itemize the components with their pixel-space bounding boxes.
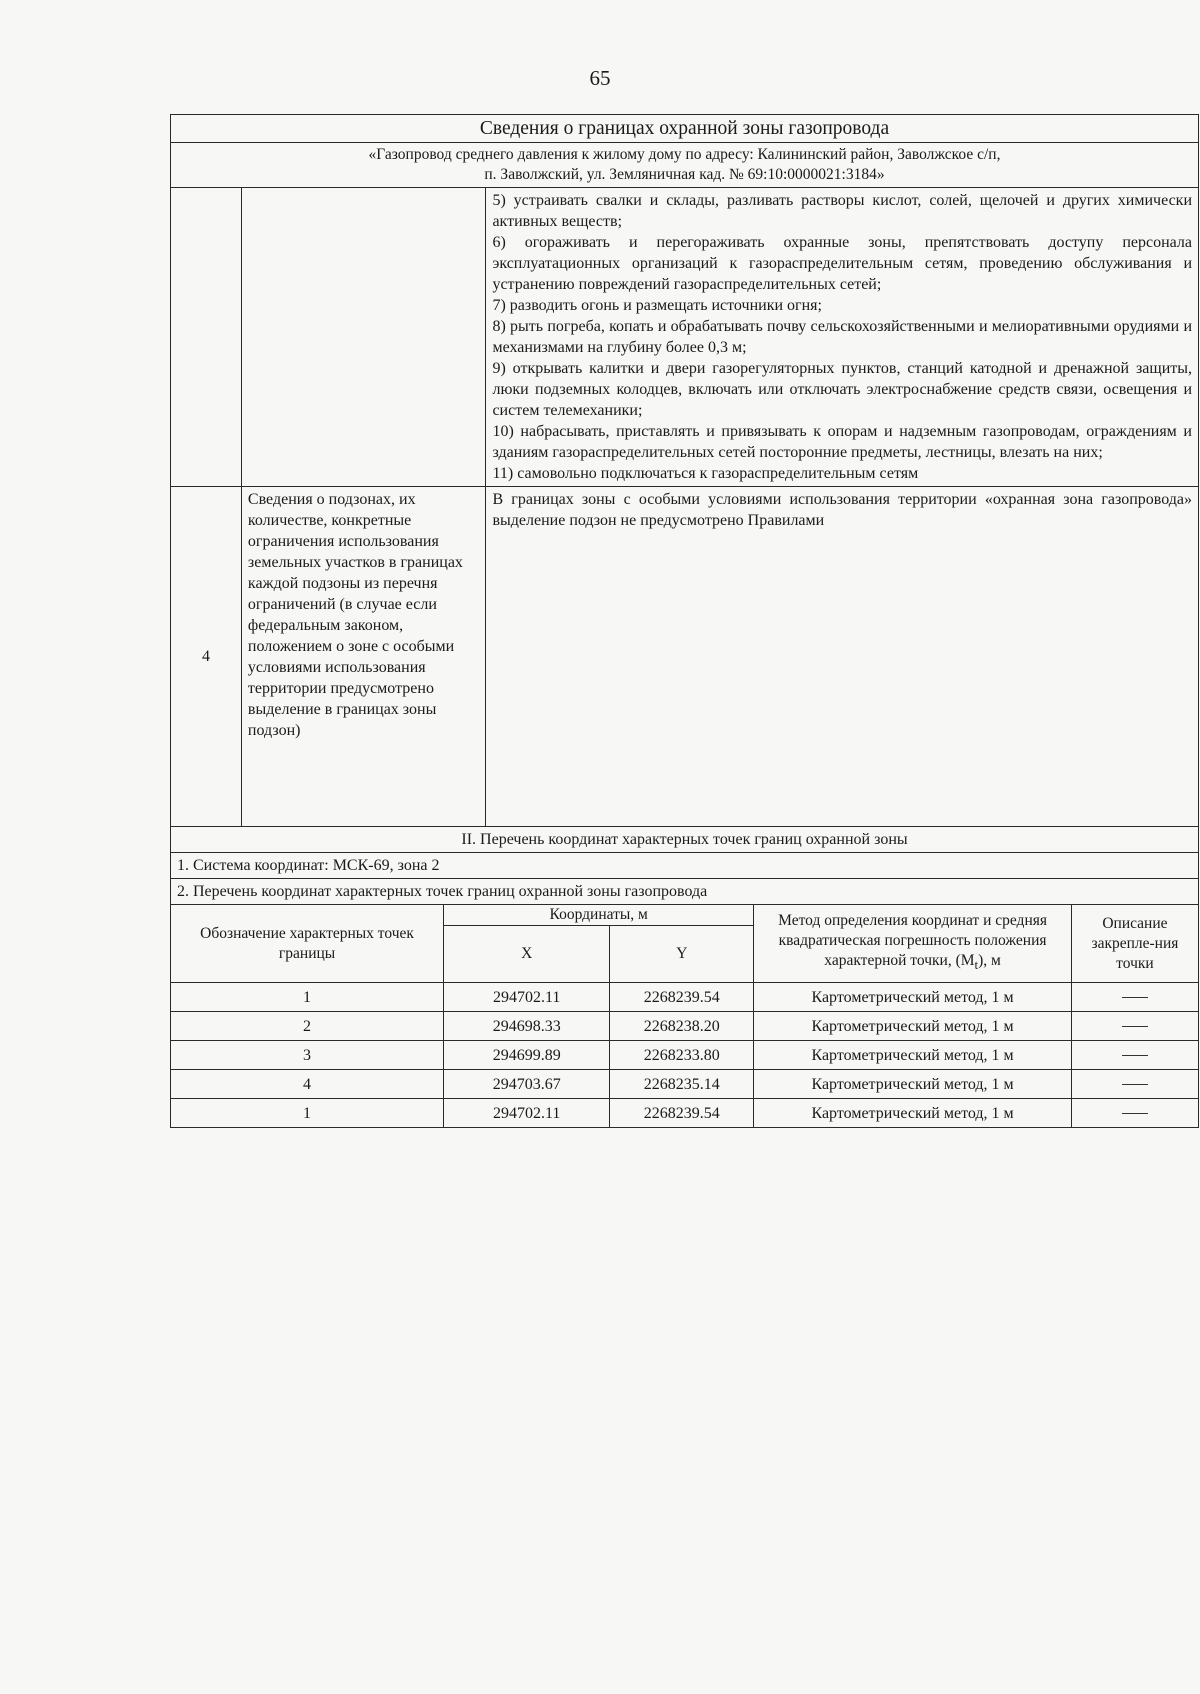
method: Картометрический метод, 1 м — [754, 1041, 1072, 1070]
method: Картометрический метод, 1 м — [754, 983, 1072, 1012]
header-designation: Обозначение характерных точек границы — [171, 905, 444, 983]
restriction-item: 6) огораживать и перегораживать охранные зоны, препятствовать доступу персонала эксплуатационных организаций к газораспределительным сетям, проведению обслуживания и устранению повреждений газораспределительных сетей; — [492, 234, 1192, 293]
subzones-number: 4 — [171, 487, 242, 827]
header-method-main: Метод определения координат и средняя квадратическая погрешность положения характерной точки, (M — [778, 912, 1047, 970]
restrictions-row — [171, 188, 1199, 487]
restriction-item: 7) разводить огонь и размещать источники огня; — [492, 297, 822, 314]
coord-y: 2268239.54 — [610, 1099, 754, 1128]
description-dash — [1071, 1070, 1198, 1099]
dash-mark — [1122, 1026, 1148, 1027]
header-method-tail: ), м — [978, 952, 1001, 970]
method: Картометрический метод, 1 м — [754, 1070, 1072, 1099]
dash-mark — [1122, 1113, 1148, 1114]
document-subtitle — [171, 143, 1199, 188]
description-dash — [1071, 983, 1198, 1012]
restriction-item: 9) открывать калитки и двери газорегуляторных пунктов, станций катодной и дренажной защиты, люки подземных колодцев, включать или отключать электроснабжение средств связи, освещения и систем телемеханики; — [492, 360, 1192, 419]
restrictions-number-cell — [171, 188, 242, 487]
header-method-subscript: t — [974, 957, 979, 973]
point-id: 1 — [171, 1099, 444, 1128]
title-row — [171, 115, 1199, 143]
coord-y: 2268238.20 — [610, 1012, 754, 1041]
header-coordinates: Координаты, м — [444, 905, 754, 926]
restrictions-label-cell — [241, 188, 486, 487]
table-row — [171, 983, 1199, 1012]
coord-list-title: 2. Перечень координат характерных точек границ охранной зоны газопровода — [171, 879, 1199, 905]
dash-mark — [1122, 1055, 1148, 1056]
coord-system-row — [171, 853, 1199, 879]
coord-x: 294699.89 — [444, 1041, 610, 1070]
point-id: 3 — [171, 1041, 444, 1070]
point-id: 4 — [171, 1070, 444, 1099]
coord-y: 2268239.54 — [610, 983, 754, 1012]
coord-system: 1. Система координат: МСК-69, зона 2 — [171, 853, 1199, 879]
coord-x: 294702.11 — [444, 1099, 610, 1128]
method: Картометрический метод, 1 м — [754, 1099, 1072, 1128]
table-row — [171, 1012, 1199, 1041]
restriction-item: 8) рыть погреба, копать и обрабатывать почву сельскохозяйственными и мелиоративными орудиями и механизмами на глубину более 0,3 м; — [492, 318, 1192, 356]
table-row — [171, 1099, 1199, 1128]
header-x: X — [444, 926, 610, 983]
table-row — [171, 1041, 1199, 1070]
dash-mark — [1122, 997, 1148, 998]
method: Картометрический метод, 1 м — [754, 1012, 1072, 1041]
description-dash — [1071, 1099, 1198, 1128]
section2-title-row — [171, 827, 1199, 853]
subtitle-line-1: «Газопровод среднего давления к жилому дому по адресу: Калининский район, Заволжское с/п, — [368, 146, 1001, 163]
coord-x: 294703.67 — [444, 1070, 610, 1099]
page-number: 65 — [589, 66, 611, 90]
restriction-item: 5) устраивать свалки и склады, разливать растворы кислот, солей, щелочей и других химически активных веществ; — [492, 192, 1192, 230]
section2-title: II. Перечень координат характерных точек границ охранной зоны — [171, 827, 1199, 853]
header-y: Y — [610, 926, 754, 983]
subtitle-line-2: п. Заволжский, ул. Земляничная кад. № 69:10:0000021:3184» — [484, 166, 885, 183]
coord-x: 294702.11 — [444, 983, 610, 1012]
description-dash — [1071, 1041, 1198, 1070]
subzones-label: Сведения о подзонах, их количестве, конкретные ограничения использования земельных участков в границах каждой подзоны из перечня ограничений (в случае если федеральным законом, положением о зоне с особыми условиями использования территории предусмотрено выделение в границах зоны подзон) — [241, 487, 486, 827]
subzones-value: В границах зоны с особыми условиями использования территории «охранная зона газопровода» выделение подзон не предусмотрено Правилами — [486, 487, 1199, 827]
header-method — [754, 905, 1072, 983]
point-id: 1 — [171, 983, 444, 1012]
header-description: Описание закрепле-ния точки — [1071, 905, 1198, 983]
coord-list-title-row — [171, 879, 1199, 905]
coords-header-row — [171, 905, 1199, 926]
coord-x: 294698.33 — [444, 1012, 610, 1041]
coord-y: 2268235.14 — [610, 1070, 754, 1099]
subzones-row — [171, 487, 1199, 827]
zone-info-table — [170, 114, 1199, 1128]
table-row — [171, 1070, 1199, 1099]
restriction-item: 11) самовольно подключаться к газораспределительным сетям — [492, 465, 919, 482]
point-id: 2 — [171, 1012, 444, 1041]
subtitle-row — [171, 143, 1199, 188]
coord-y: 2268233.80 — [610, 1041, 754, 1070]
document-title: Сведения о границах охранной зоны газопровода — [171, 115, 1199, 143]
description-dash — [1071, 1012, 1198, 1041]
restriction-item: 10) набрасывать, приставлять и привязывать к опорам и надземным газопроводам, ограждениям и зданиям газораспределительных сетей посторонние предметы, лестницы, влезать на них; — [492, 423, 1192, 461]
dash-mark — [1122, 1084, 1148, 1085]
restrictions-list — [486, 188, 1199, 487]
